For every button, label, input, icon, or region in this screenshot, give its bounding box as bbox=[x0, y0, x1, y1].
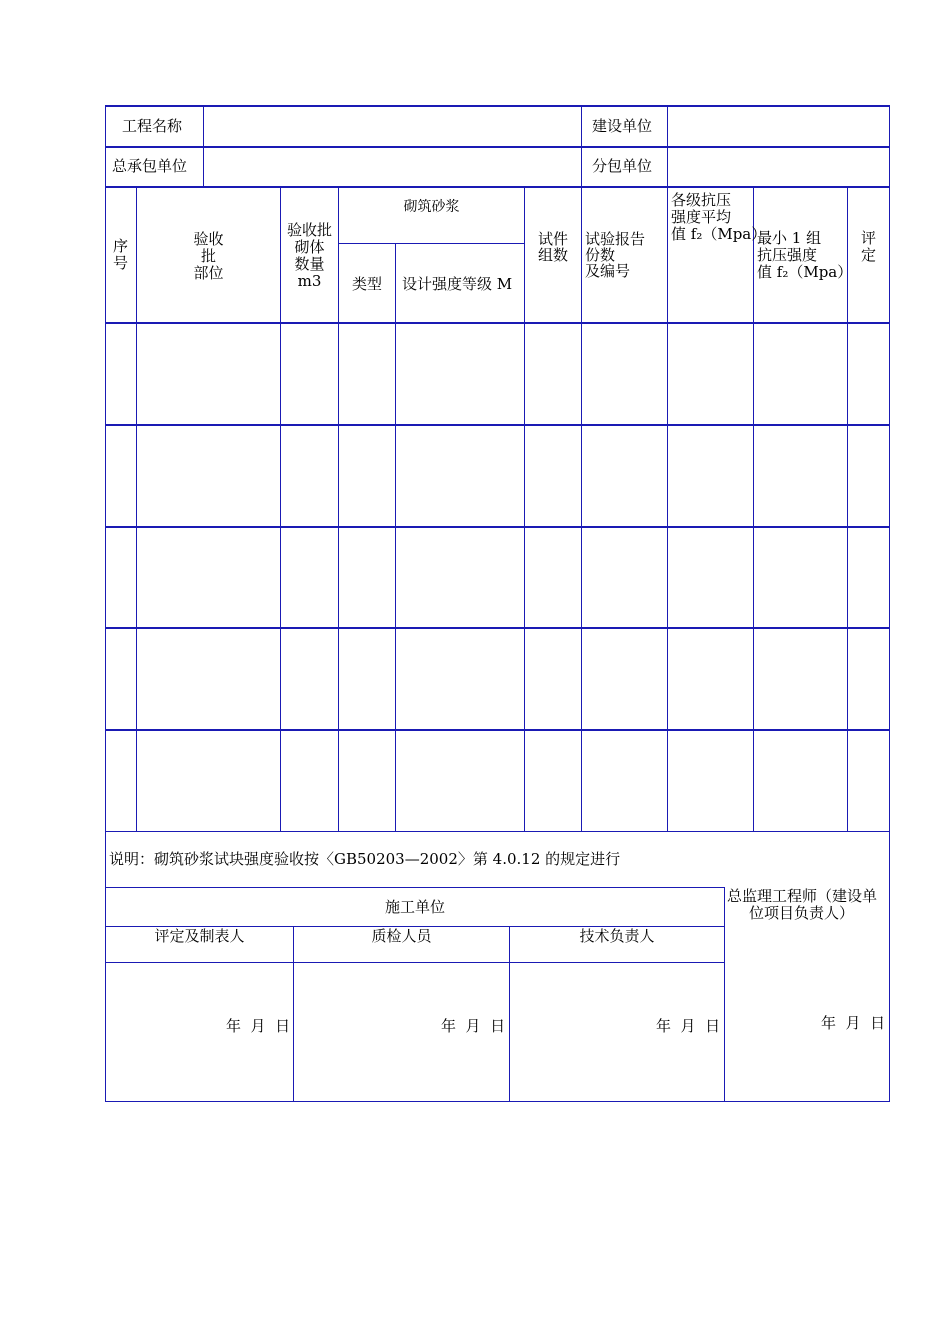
col-divider bbox=[203, 105, 204, 187]
chief-supervisor-signature-area[interactable] bbox=[725, 925, 889, 1100]
quality-inspector-label: 质检人员 bbox=[371, 927, 432, 945]
general-contractor-label: 总承包单位 bbox=[112, 157, 188, 175]
col-location-line2: 批 bbox=[200, 247, 216, 265]
chief-supervisor-line1: 总监理工程师（建设单 bbox=[727, 887, 878, 905]
chief-supervisor-date: 年 月 日 bbox=[821, 1014, 886, 1032]
col-min-strength-line3: 值 f₂（Mpa） bbox=[757, 263, 853, 281]
row-divider bbox=[105, 831, 890, 832]
subcontractor-label: 分包单位 bbox=[592, 157, 653, 175]
project-name-label: 工程名称 bbox=[122, 117, 183, 135]
col-design-grade: 设计强度等级 M bbox=[402, 275, 513, 293]
col-volume-line3: 数量 bbox=[294, 255, 325, 273]
col-min-strength-line1: 最小 1 组 bbox=[757, 229, 822, 247]
col-avg-strength-line3: 值 f₂（Mpa） bbox=[671, 225, 767, 243]
note-text: 说明：砌筑砂浆试块强度验收按〈GB50203—2002〉第 4.0.12 的规定进行 bbox=[109, 850, 621, 868]
col-mortar-type: 类型 bbox=[351, 275, 382, 293]
col-assessment-line2: 定 bbox=[860, 246, 876, 264]
col-volume-line4: m3 bbox=[297, 272, 322, 290]
col-location-line1: 验收 bbox=[193, 230, 224, 248]
table-row[interactable] bbox=[106, 324, 889, 424]
col-mortar-group: 砌筑砂浆 bbox=[403, 199, 460, 215]
table-row[interactable] bbox=[106, 528, 889, 627]
col-report-line1: 试验报告 bbox=[585, 230, 646, 248]
table-row[interactable] bbox=[106, 426, 889, 526]
project-name-field[interactable] bbox=[205, 107, 580, 145]
col-report-line3: 及编号 bbox=[585, 262, 631, 280]
construction-unit-field[interactable] bbox=[669, 107, 888, 145]
construction-unit-label: 建设单位 bbox=[592, 117, 653, 135]
col-divider bbox=[581, 105, 582, 187]
table-border-bottom bbox=[105, 1101, 890, 1102]
col-avg-strength-line2: 强度平均 bbox=[671, 208, 732, 226]
general-contractor-field[interactable] bbox=[205, 148, 580, 185]
footer-divider bbox=[105, 887, 725, 888]
col-assessment-line1: 评 bbox=[860, 229, 876, 247]
col-specimen-line1: 试件 bbox=[537, 230, 568, 248]
quality-inspector-date: 年 月 日 bbox=[441, 1017, 506, 1035]
col-location-line3: 部位 bbox=[193, 264, 224, 282]
col-min-strength-line2: 抗压强度 bbox=[757, 246, 818, 264]
evaluator-label: 评定及制表人 bbox=[154, 927, 245, 945]
col-specimen-line2: 组数 bbox=[537, 246, 568, 264]
construction-unit-heading: 施工单位 bbox=[384, 898, 445, 916]
row-divider bbox=[105, 186, 890, 188]
subcontractor-field[interactable] bbox=[669, 148, 888, 185]
table-row[interactable] bbox=[106, 629, 889, 729]
footer-divider bbox=[105, 962, 725, 963]
col-divider bbox=[667, 105, 668, 187]
evaluator-date: 年 月 日 bbox=[226, 1017, 291, 1035]
mortar-subheader-divider bbox=[338, 243, 524, 244]
technical-lead-date: 年 月 日 bbox=[656, 1017, 721, 1035]
col-volume-line1: 验收批 bbox=[286, 221, 332, 239]
chief-supervisor-line2: 位项目负责人） bbox=[749, 904, 855, 922]
col-seq-line2: 号 bbox=[113, 254, 129, 272]
col-report-line2: 份数 bbox=[585, 246, 616, 264]
table-row[interactable] bbox=[106, 731, 889, 831]
col-volume-line2: 砌体 bbox=[294, 238, 325, 256]
technical-lead-label: 技术负责人 bbox=[579, 927, 655, 945]
col-seq-line1: 序 bbox=[113, 237, 129, 255]
table-border-right bbox=[889, 105, 890, 1102]
col-avg-strength-line1: 各级抗压 bbox=[671, 191, 732, 209]
